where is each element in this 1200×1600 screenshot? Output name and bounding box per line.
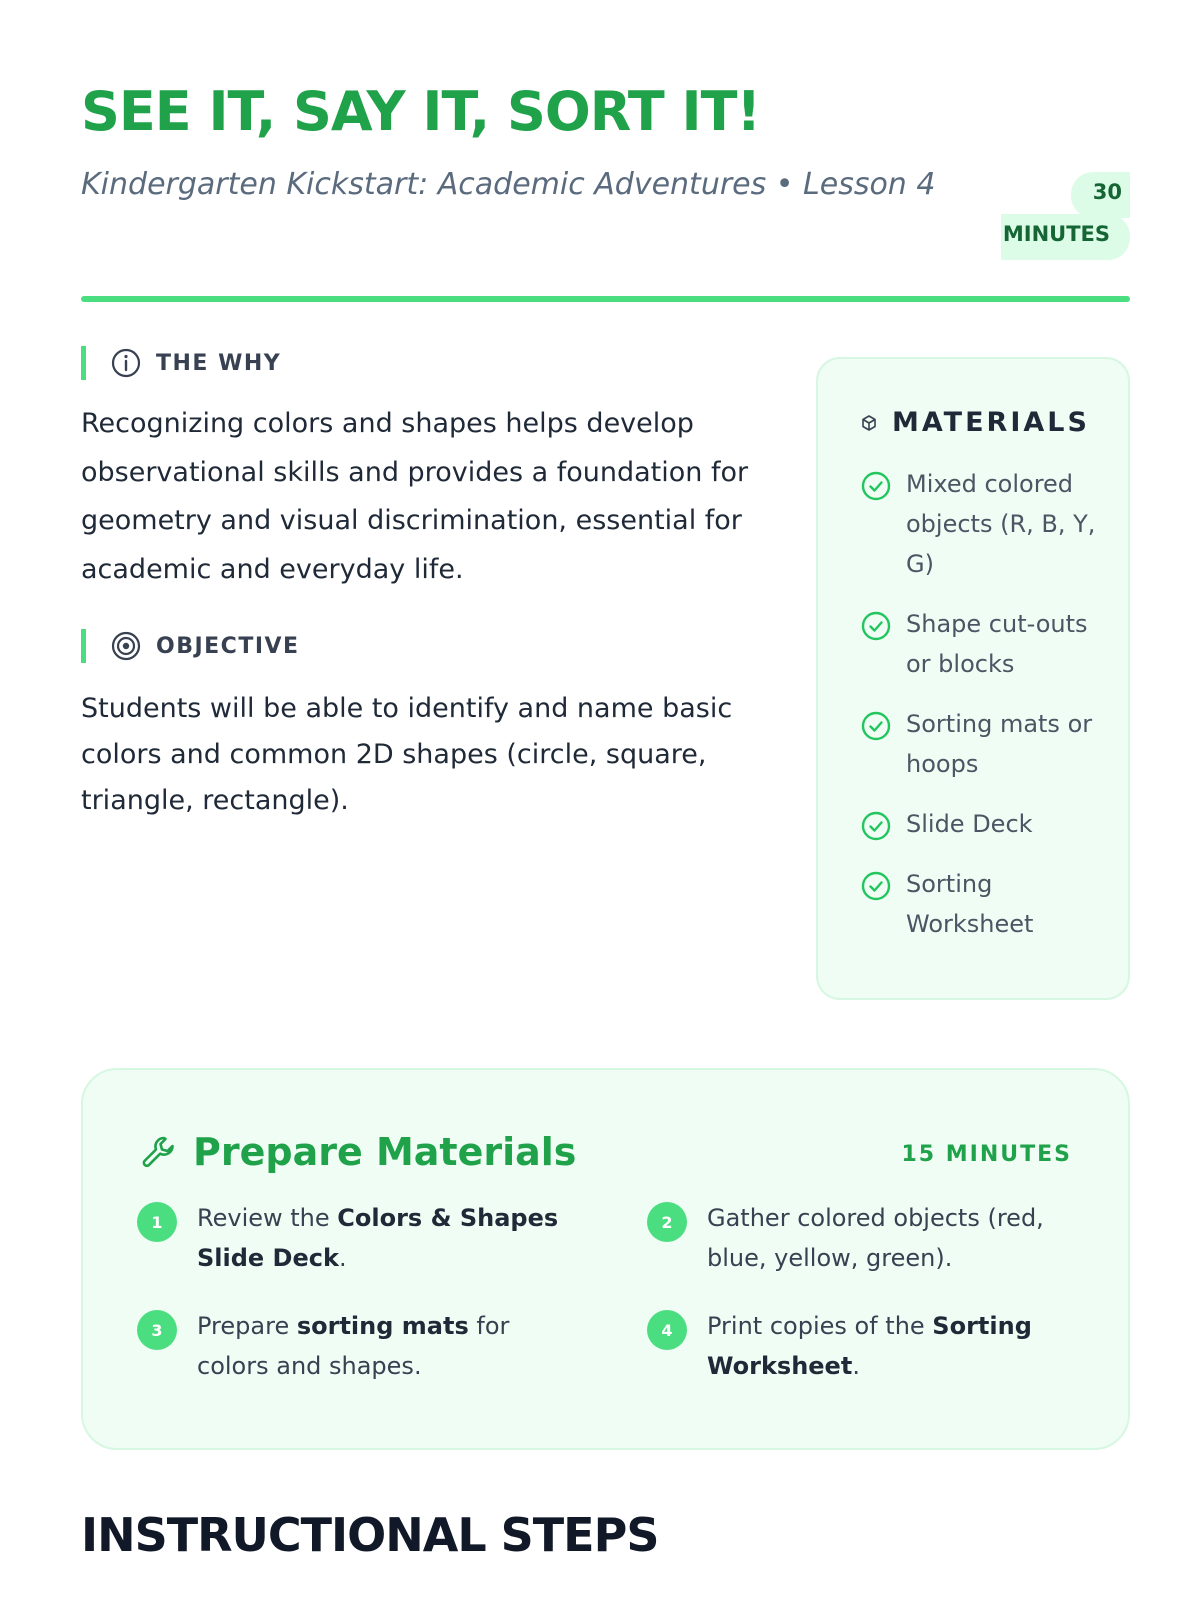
instructional-steps-heading: INSTRUCTIONAL STEPS (81, 1508, 659, 1562)
duration-number: 30 (1071, 172, 1130, 218)
prep-step (137, 1198, 577, 1278)
materials-item-label: Slide Deck (906, 810, 1033, 838)
materials-item-label: Sorting mats or hoops (906, 710, 1093, 778)
why-heading (81, 346, 281, 380)
check-circle-icon (860, 470, 892, 502)
prepare-title: Prepare Materials (193, 1130, 577, 1174)
why-text: Recognizing colors and shapes helps develop observational skills and provides a foundation for geometry and visual discrimination, essential for academic and everyday life. (81, 408, 749, 585)
check-circle-icon (860, 870, 892, 902)
step-text: Review the Colors & Shapes Slide Deck. (197, 1204, 559, 1272)
objective-heading (81, 629, 300, 663)
prep-step (647, 1306, 1087, 1386)
objective-text: Students will be able to identify and name basic colors and common 2D shapes (circle, square, triangle, rectangle). (81, 693, 733, 816)
materials-card (816, 357, 1130, 1000)
prepare-heading (139, 1130, 576, 1174)
check-circle-icon (860, 610, 892, 642)
materials-title: MATERIALS (892, 407, 1090, 438)
prep-step (647, 1198, 1087, 1278)
materials-item-label: Sorting Worksheet (906, 870, 1034, 938)
materials-item-label: Shape cut-outs or blocks (906, 610, 1088, 678)
step-text: Prepare sorting mats for colors and shapes. (197, 1312, 510, 1380)
check-circle-icon (860, 810, 892, 842)
objective-label: OBJECTIVE (156, 633, 300, 659)
step-number: 4 (647, 1310, 687, 1350)
page-subtitle: Kindergarten Kickstart: Academic Adventures • Lesson 4 (81, 167, 936, 202)
header-divider (81, 296, 1130, 302)
step-number: 2 (647, 1202, 687, 1242)
materials-item (860, 864, 1100, 944)
why-label: THE WHY (156, 350, 282, 376)
step-number: 1 (137, 1202, 177, 1242)
prepare-materials-card (81, 1068, 1130, 1450)
step-text: Gather colored objects (red, blue, yellow, green). (707, 1204, 1044, 1272)
info-icon (110, 347, 142, 379)
materials-list (860, 464, 1100, 964)
why-accent-bar (81, 346, 86, 380)
duration-unit: MINUTES (1001, 214, 1130, 260)
prep-step (137, 1306, 577, 1386)
target-icon (110, 630, 142, 662)
objective-accent-bar (81, 629, 86, 663)
materials-item (860, 704, 1100, 784)
step-text: Print copies of the Sorting Worksheet. (707, 1312, 1032, 1380)
wrench-icon (139, 1132, 179, 1172)
materials-item (860, 604, 1100, 684)
materials-item-label: Mixed colored objects (R, B, Y, G) (906, 470, 1096, 578)
page-title: SEE IT, SAY IT, SORT IT! (81, 80, 761, 143)
check-circle-icon (860, 710, 892, 742)
step-number: 3 (137, 1310, 177, 1350)
materials-item (860, 464, 1100, 584)
materials-item (860, 804, 1100, 844)
cube-icon (860, 414, 878, 432)
materials-heading (860, 407, 1090, 438)
prepare-duration: 15 MINUTES (901, 1142, 1072, 1167)
duration-badge (996, 172, 1130, 260)
